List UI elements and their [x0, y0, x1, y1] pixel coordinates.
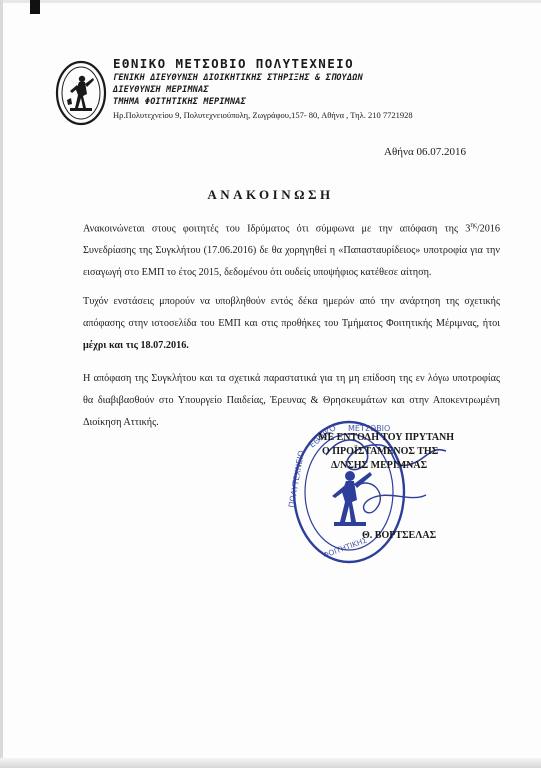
signatory-name: Θ. ΒΟΡΤΣΕΛΑΣ — [362, 530, 437, 541]
document-title: ΑΝΑΚΟΙΝΩΣΗ — [207, 187, 334, 202]
scan-edge-left — [0, 0, 3, 768]
institution-name: ΕΘΝΙΚΟ ΜΕΤΣΟΒΙΟ ΠΟΛΥΤΕΧΝΕΙΟ — [113, 56, 354, 71]
paragraph-1-start: Ανακοινώνεται στους φοιτητές του Ιδρύματος ότι σύμφωνα με την απόφαση της 3 — [83, 223, 471, 235]
signature-line-1: ΜΕ ΕΝΤΟΛΗ ΤΟΥ ΠΡΥΤΑΝΗ — [318, 432, 455, 443]
division-name: ΔΙΕΥΘΥΝΣΗ ΜΕΡΙΜΝΑΣ — [113, 85, 209, 95]
department-name: ΤΜΗΜΑ ΦΟΙΤΗΤΙΚΗΣ ΜΕΡΙΜΝΑΣ — [113, 97, 246, 107]
document-date: Αθήνα 06.07.2016 — [384, 146, 466, 158]
scan-corner-mark — [30, 0, 40, 14]
ntua-logo-icon — [55, 60, 107, 126]
deadline-text: μέχρι και τις 18.07.2016. — [83, 340, 189, 351]
svg-text:ΜΕΤΣΟΒΙΟ: ΜΕΤΣΟΒΙΟ — [348, 424, 391, 433]
address-line: Ηρ.Πολυτεχνείου 9, Πολυτεχνειούπολη, Ζωγράφου,157- 80, Αθήνα , Τηλ. 210 7721928 — [113, 110, 413, 120]
svg-text:ΠΟΛΥΤΕΧΝΕΙΟ: ΠΟΛΥΤΕΧΝΕΙΟ — [287, 449, 307, 509]
directorate-name: ΓΕΝΙΚΗ ΔΙΕΥΘΥΝΣΗ ΔΙΟΙΚΗΤΙΚΗΣ ΣΤΗΡΙΞΗΣ & ΣΠΟΥΔΩΝ — [113, 73, 363, 83]
scan-edge-top — [0, 0, 541, 3]
scan-edge-bottom — [0, 758, 541, 768]
svg-text:ΕΘΝΙΚΟ: ΕΘΝΙΚΟ — [307, 423, 338, 450]
signature-line-2: Ο ΠΡΟΪΣΤΑΜΕΝΟΣ ΤΗΣ — [322, 446, 439, 457]
paragraph-2 — [83, 291, 500, 357]
paragraph-3-text: Η απόφαση της Συγκλήτου και τα σχετικά παραστατικά για τη μη επίδοση της εν λόγω υποτροφίας θα διαβιβασθούν στο Υπουργείο Παιδείας, Έρευνας & Θρησκευμάτων και στην Αποκεντρωμένη Διοίκηση Αττικής. — [83, 373, 500, 428]
svg-text:ΦΟΙΤΗΤΙΚΗΣ: ΦΟΙΤΗΤΙΚΗΣ — [321, 535, 369, 560]
paragraph-1 — [83, 214, 500, 284]
ordinal-superscript: ης — [470, 221, 477, 229]
paragraph-1-end: /2016 Συνεδρίασης της Συγκλήτου (17.06.2016) δε θα χορηγηθεί η «Παπασταυρίδειος» υποτροφία για την εισαγωγή στο ΕΜΠ το έτος 2015, δεδομένου ότι ουδείς υποψήφιος κατέθεσε αίτηση. — [83, 223, 500, 279]
signature-line-3: Δ/ΝΣΗΣ ΜΕΡΙΜΝΑΣ — [331, 460, 428, 471]
paragraph-2-text: Τυχόν ενστάσεις μπορούν να υποβληθούν εντός δέκα ημερών από την ανάρτηση της σχετικής απόφασης στην ιστοσελίδα του ΕΜΠ και στις προθήκες του Τμήματος Φοιτητικής Μέριμνας, ήτοι — [83, 296, 500, 329]
